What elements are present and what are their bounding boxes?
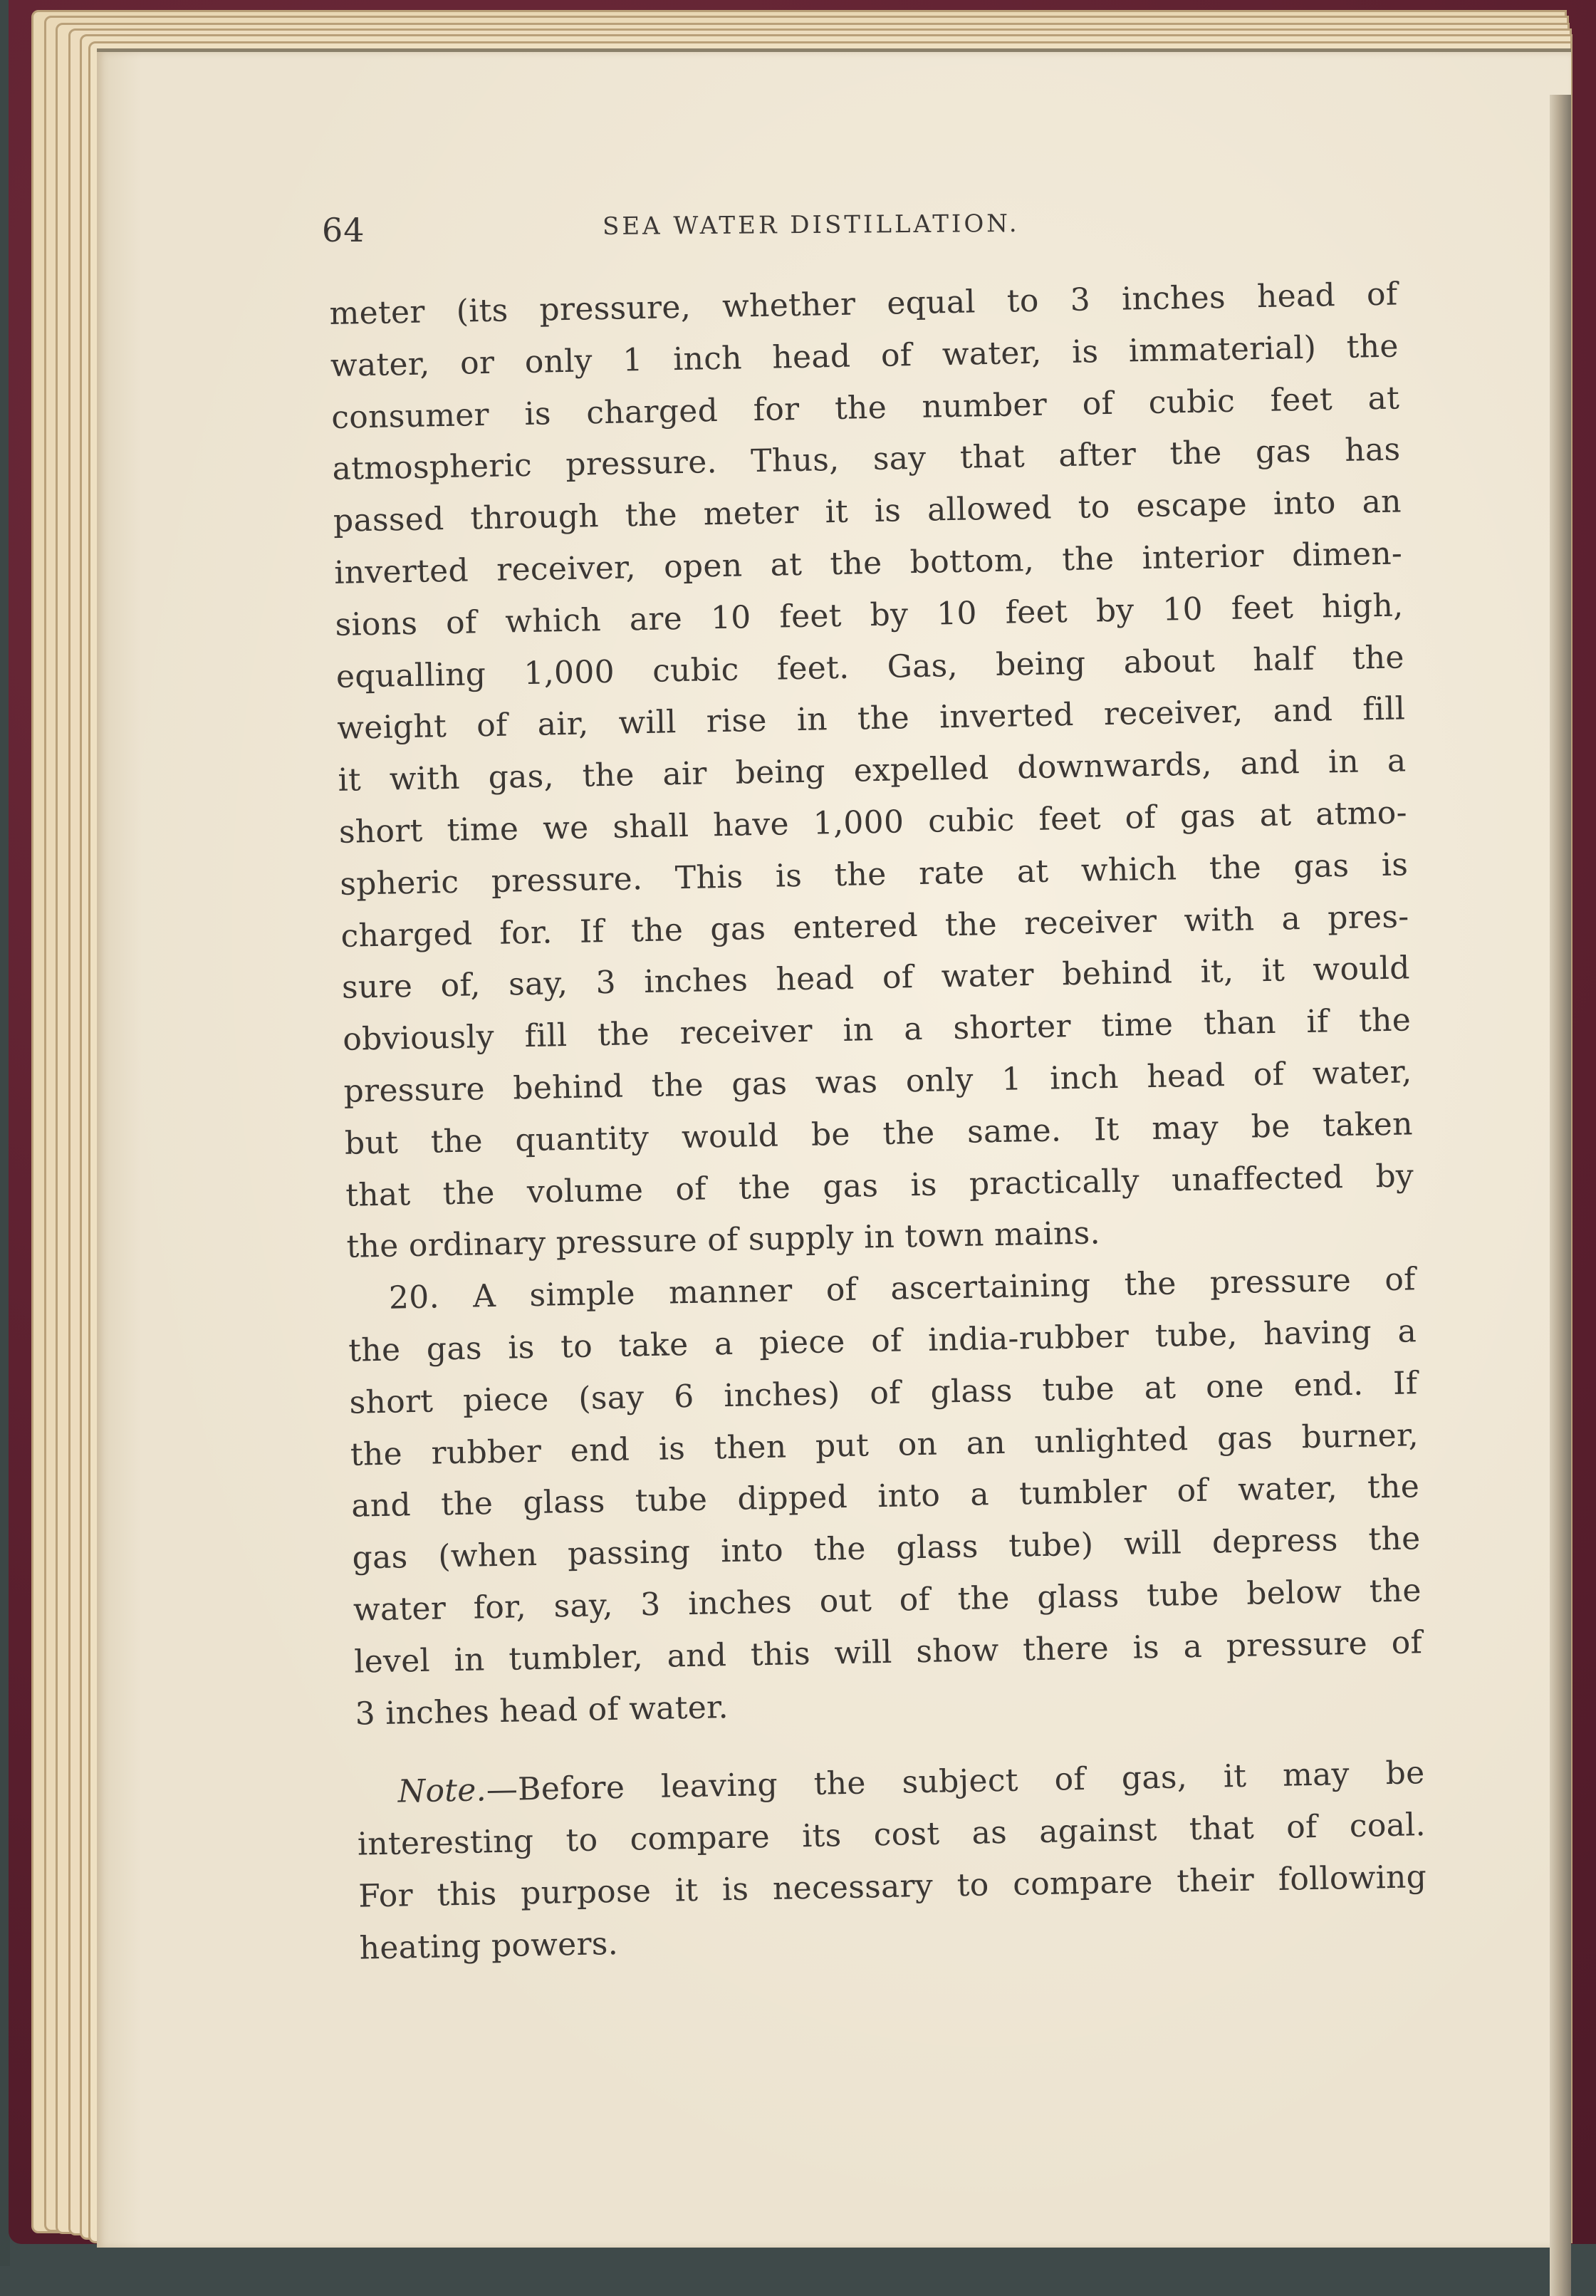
paragraph-continuation [329, 269, 1415, 1274]
text-line: sions of which are 10 feet by 10 feet by 10 feet high, [335, 587, 1404, 643]
text-line: consumer is charged for the number of cubic feet at [330, 380, 1400, 436]
paragraph-note [356, 1747, 1428, 1975]
text-line: spheric pressure. This is the rate at which the gas is [339, 846, 1409, 903]
text-line: and the glass tube dipped into a tumbler of water, the [350, 1468, 1420, 1525]
page-number: 64 [322, 211, 365, 249]
text-line: inverted receiver, open at the bottom, the interior dimen- [333, 535, 1403, 591]
text-line: For this purpose it is necessary to compare their following [358, 1859, 1427, 1915]
text-line: atmospheric pressure. Thus, say that after the gas has [332, 431, 1401, 488]
text-line: gas (when passing into the glass tube) will depress the [352, 1520, 1421, 1576]
paragraph-section-20 [347, 1254, 1424, 1740]
text-line: 20. A simple manner of ascertaining the pressure of [388, 1261, 1417, 1316]
page-fore-edge [1550, 95, 1571, 2296]
text-line: sure of, say, 3 inches head of water behind it, it would [341, 950, 1411, 1007]
note-first-line: Before leaving the subject of gas, it may be [517, 1755, 1425, 1808]
text-line: obviously fill the receiver in a shorter time than if the [342, 1002, 1412, 1058]
text-line: but the quantity would be the same. It may be taken [344, 1106, 1414, 1162]
text-line: meter (its pressure, whether equal to 3 inches head of [329, 276, 1398, 332]
running-head [322, 207, 1419, 264]
body-text [329, 269, 1428, 1975]
running-title: SEA WATER DISTILLATION. [602, 209, 1020, 241]
text-line: short piece (say 6 inches) of glass tube at one end. If [349, 1364, 1418, 1421]
text-line: charged for. If the gas entered the receiver with a pres- [340, 898, 1409, 955]
text-line: heating powers. [359, 1925, 619, 1967]
text-line: it with gas, the air being expelled downwards, and in a [338, 742, 1407, 799]
text-line: that the volume of the gas is practically unaffected by [345, 1157, 1414, 1214]
text-line: weight of air, will rise in the inverted receiver, and fill [336, 690, 1406, 747]
text-line: passed through the meter it is allowed to escape into an [333, 483, 1402, 540]
text-line: 3 inches head of water. [355, 1688, 729, 1733]
em-dash: — [486, 1771, 518, 1809]
text-line: the ordinary pressure of supply in town mains. [346, 1215, 1101, 1266]
text-line: the gas is to take a piece of india-rubber tube, having a [348, 1313, 1417, 1369]
text-line: short time we shall have 1,000 cubic feet of gas at atmo- [338, 794, 1408, 851]
text-line: interesting to compare its cost as against that of coal. [357, 1807, 1427, 1863]
text-line: pressure behind the gas was only 1 inch head of water, [343, 1054, 1412, 1110]
text-line: level in tumbler, and this will show there is a pressure of [353, 1624, 1423, 1681]
text-line: equalling 1,000 cubic feet. Gas, being about half the [335, 639, 1405, 695]
note-label: Note. [397, 1772, 487, 1810]
text-line: the rubber end is then put on an unlighted gas burner, [350, 1416, 1419, 1473]
text-line: water, or only 1 inch head of water, is immaterial) the [330, 328, 1399, 384]
text-line: water for, say, 3 inches out of the glass tube below the [353, 1572, 1422, 1629]
